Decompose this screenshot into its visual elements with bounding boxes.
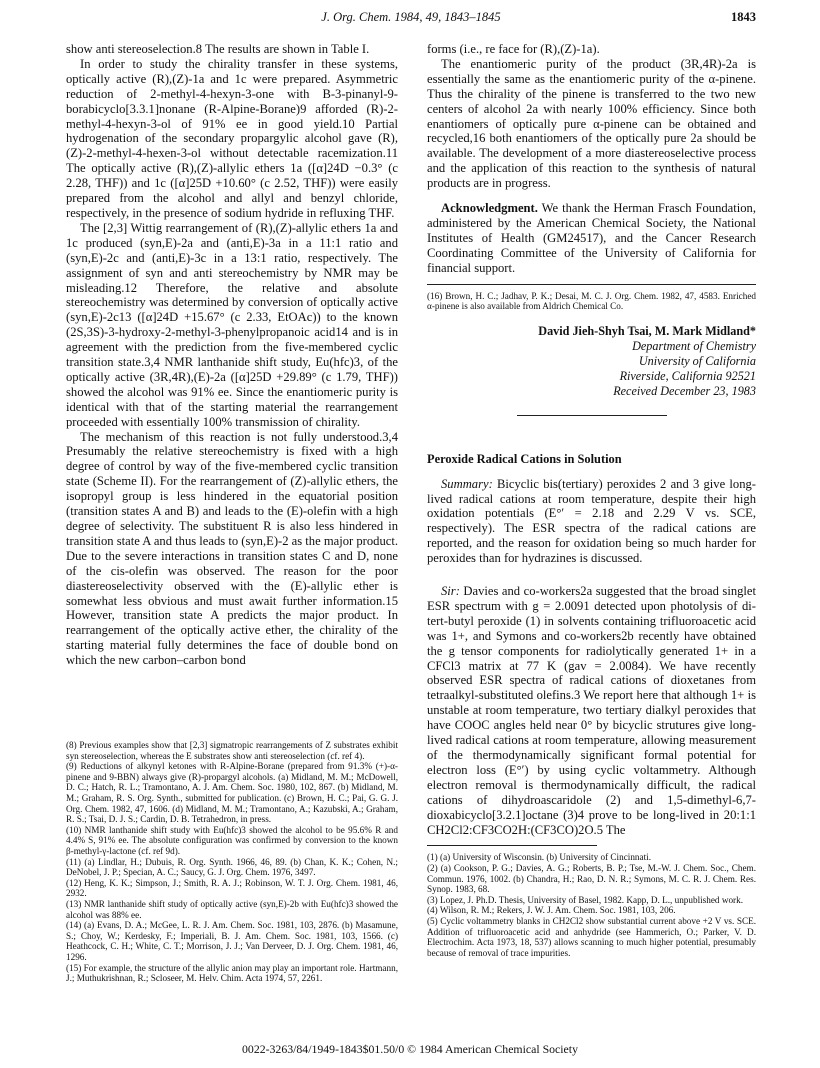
- page-footer: 0022-3263/84/1949-1843$01.50/0 © 1984 American Chemical Society: [242, 1042, 578, 1056]
- body-text: Davies and co-workers2a suggested that the broad singlet ESR spectrum with g = 2.0091 detected upon photolysis of di-tert-butyl peroxide (1) in solvents containing trifluoroacetic acid was 1+, and Symons and co-workers2b recently have obtained the g tensor components for radiolytically generated 1+ in a CFCl3 matrix at 77 K (gav = 2.0084). We have recently observed ESR spectra of radical cations of dioxetanes from tetraalkyl-substituted olefins.3 We report here that although 1+ is unstable at room temperature, two tertiary dialkyl peroxides that have COOC angles held near 0° by bicyclic strutures give long-lived radical cations at room temperature, allowing measurement of the thermodynamically significant formal potential for electron loss (E°′) by using cyclic voltammetry. Although electron removal is thermodynamically difficult, the radical cations of dihydroascaridole (2) and 1,5-dimethyl-6,7-dioxabicyclo[3.2.1]octane (3)4 prove to be long-lived in 20:1:1 CH2Cl2:CF3CO2H:(CF3CO)2O.5 The: [427, 584, 756, 837]
- received-date: Received December 23, 1983: [613, 383, 756, 398]
- running-header: [66, 10, 756, 28]
- footnote: (9) Reductions of alkynyl ketones with R-Alpine-Borane (prepared from 91.3% (+)-α-pinene and 9-BBN) always give (R)-propargyl alcohols. (a) Midland, M. M.; McDowell, D. C.; Hatch, R. L.; Tramontano, A. J. Am. Chem. Soc. 1980, 102, 867. (b) Midland, M. M.; Graham, R. S. Org. Synth., submitted for publication. (c) Brown, H. C.; Pai, G. G. J. Org. Chem. 1982, 47, 1606. (d) Midland, M. M.; Tramontano, A.; Kazubski, A.; Graham, R. S.; Tsai, D. J. S.; Cardin, D. B. Tetrahedron, in press.: [66, 761, 398, 825]
- summary: [427, 477, 756, 566]
- body-paragraph: In order to study the chirality transfer in these systems, optically active (R),(Z)-1a and 1c were prepared. Asymmetric reduction of 2-methyl-4-hexyn-3-one with B-3-pinanyl-9-borabicyclo[3.3.1]nonane (R-Alpine-Borane)9 afforded (R)-2-methyl-4-hexyn-3-ol of 91% ee in good yield.10 Partial hydrogenation of the secondary propargylic alcohol gave (R),(Z)-2-methyl-4-hexen-3-ol without detectable racemization.11 The optically active (R),(Z)-allylic ethers 1a ([α]24D −0.3° (c 2.28, THF)) and 1c ([α]25D +10.60° (c 2.52, THF)) were easily prepared from the alcohol and allyl and benzyl chloride, respectively, in the presence of sodium hydride in refluxing THF.: [66, 56, 398, 220]
- footnote-divider: [427, 845, 597, 846]
- footnote: (8) Previous examples show that [2,3] sigmatropic rearrangements of Z substrates exhibit syn stereoselection, whereas the E substrates show anti stereoselection (cf. ref 4).: [66, 740, 398, 761]
- body-paragraph: The enantiomeric purity of the product (3R,4R)-2a is essentially the same as the enantiomeric purity of the α-pinene. Thus the chirality of the pinene is transferred to the two new centers of alcohol 2a with nearly 100% efficiency. Since both enantiomers of optically pure α-pinene can be obtained and recycled,16 both enantiomers of the optically pure 2a should be available. The development of a more diastereoselective process and the application of this reaction to the synthesis of natural products are in progress.: [427, 56, 756, 191]
- article-divider: [517, 415, 667, 416]
- page-number: 1843: [731, 10, 756, 24]
- footnote: (11) (a) Lindlar, H.; Dubuis, R. Org. Synth. 1966, 46, 89. (b) Chan, K. K.; Cohen, N.; DeNobel, J. P.; Specian, A. C.; Saucy, G. J. Org. Chem. 1976, 3497.: [66, 856, 398, 878]
- affiliation-line: University of California: [638, 353, 756, 368]
- footnote: (3) Lopez, J. Ph.D. Thesis, University of Basel, 1982. Kapp, D. L., unpublished work.: [427, 894, 743, 905]
- footnote: (14) (a) Evans, D. A.; McGee, L. R. J. Am. Chem. Soc. 1981, 103, 2876. (b) Masamune, S.; Choy, W.; Kerdesky, F.; Imperiali, B. J. Am. Chem. Soc. 1981, 103, 1566. (c) Heathcock, C. H.; White, C. T.; Morrison, J. J.; Van Derveer, D. J. Org. Chem. 1981, 46, 1296.: [66, 920, 398, 962]
- acknowledgment-heading: Acknowledgment.: [441, 201, 538, 216]
- footnote: (1) (a) University of Wisconsin. (b) University of Cincinnati.: [427, 852, 651, 863]
- acknowledgment: [427, 201, 756, 276]
- footnote: (4) Wilson, R. M.; Rekers, J. W. J. Am. Chem. Soc. 1981, 103, 206.: [427, 905, 676, 916]
- footnote-divider: [427, 284, 756, 285]
- summary-label: Summary:: [441, 476, 493, 491]
- journal-citation: J. Org. Chem. 1984, 49, 1843–1845: [321, 10, 501, 24]
- body-paragraph: The [2,3] Wittig rearrangement of (R),(Z)-allylic ethers 1a and 1c produced (syn,E)-2a and (anti,E)-3a in a 11:1 ratio and (syn,E)-2c and (anti,E)-3c in a 13:1 ratio, respectively. The assignment of syn and anti stereochemistry by NMR may be misleading.12 Therefore, the relative and absolute stereochemistry was determined by conversion of optically active (syn,E)-2c13 ([α]24D +15.67° (c 2.33, EtOAc)) to the known (2S,3S)-3-hydroxy-2-methyl-3-phenylpropanoic acid14 and is in agreement with the prediction from the five-membered cyclic transition state.3,4 NMR lanthanide shift study, Eu(hfc)3, of the optically active (3R,4R),(E)-2a ([α]25D +29.89° (c 1.79, THF)) showed the alcohol was 91% ee. Since the enantiomeric purity is identical with that of the starting material the rearrangement proceeded with essentially 100% transmission of chirality.: [66, 220, 398, 429]
- footnotes-right: [427, 852, 756, 958]
- footnote: (13) NMR lanthanide shift study of optically active (syn,E)-2b with Eu(hfc)3 showed the alcohol was 88% ee.: [66, 898, 398, 920]
- summary-text: Bicyclic bis(tertiary) peroxides 2 and 3 give long-lived radical cations at room temperature, despite their high oxidation potentials (E°′ = 2.18 and 2.29 V vs. SCE, respectively). The ESR spectra of the radical cations are reported, and the reason for oxidation being so much harder for peroxides than for hydrazines is discussed.: [427, 476, 756, 566]
- acknowledgment-text: We thank the Herman Frasch Foundation, administered by the American Chemical Society, the National Institutes of Health (GM24517), and the Cancer Research Coordinating Committee of the University of California for financial support.: [427, 201, 757, 275]
- footnote: (10) NMR lanthanide shift study with Eu(hfc)3 showed the alcohol to be 95.6% R and 4.4% S, 91% ee. The absolute configuration was confirmed by conversion to the known β-methyl-γ-lactone (cf. ref 9d).: [66, 824, 398, 856]
- footnote: (2) (a) Cookson, P. G.; Davies, A. G.; Roberts, B. P.; Tse, M.-W. J. Chem. Soc., Chem. Commun. 1976, 1002. (b) Chandra, H.; Rao, D. N. R.; Symons, M. C. R. J. Chem. Res. Synop. 1983, 68.: [427, 863, 756, 895]
- sir-label: Sir:: [441, 584, 460, 599]
- footnote: (12) Heng, K. K.; Simpson, J.; Smith, R. A. J.; Robinson, W. T. J. Org. Chem. 1981, 46, 2932.: [66, 877, 398, 899]
- footnote: (16) Brown, H. C.; Jadhav, P. K.; Desai, M. C. J. Org. Chem. 1982, 47, 4583. Enriched α-pinene is also available from Aldrich Chemical Co.: [427, 290, 756, 312]
- author-names: David Jieh-Shyh Tsai, M. Mark Midland*: [538, 323, 756, 338]
- footnotes-left: [66, 740, 398, 984]
- body-paragraph: The mechanism of this reaction is not fully understood.3,4 Presumably the relative stereochemistry is fixed with a high degree of control by way of the five-membered cyclic transition state (Scheme II). For the rearrangement of (Z)-allylic ethers, the isopropyl group is less hindered in the equatorial position (transition states A and B) and leads to the (E)-olefin with a high degree of selectivity. The substituent R is also less hindered in transition state A and thus leads to (syn,E)-2 as the major product. Due to the severe interactions in transition states C and D, none of the cis-olefin was observed. The reason for the poor diastereoselectivity observed with the (E)-allylic ether is somewhat less obvious and must await further information.15 However, transition state A predicts the major product. In rearrangement of the optically active ether, the chirality of the starting material fully determines the face of double bond on which the new carbon–carbon bond: [66, 429, 398, 668]
- affiliation-line: Department of Chemistry: [632, 338, 756, 353]
- body-paragraph: forms (i.e., re face for (R),(Z)-1a).: [427, 42, 600, 56]
- footnote: (5) Cyclic voltammetry blanks in CH2Cl2 show substantial current above +2 V vs. SCE. Addition of trifluoroacetic acid and anhydride (see Hammerich, O.; Parker, V. D. Electrochim. Acta 1973, 18, 537) allows scanning to much higher potential, presumably because of removal of trace impurities.: [427, 916, 756, 958]
- article-title: Peroxide Radical Cations in Solution: [427, 451, 622, 466]
- right-column: [427, 42, 756, 958]
- affiliation-line: Riverside, California 92521: [619, 368, 756, 383]
- left-column: [66, 42, 398, 984]
- footnote: (15) For example, the structure of the allylic anion may play an important role. Hartmann, J.; Muthukrishnan, R.; Scloseer, M. Helv. Chim. Acta 1974, 57, 2261.: [66, 962, 398, 984]
- body-paragraph: show anti stereoselection.8 The results are shown in Table I.: [66, 42, 370, 56]
- affiliation: [427, 339, 756, 399]
- body-paragraph: [427, 584, 756, 837]
